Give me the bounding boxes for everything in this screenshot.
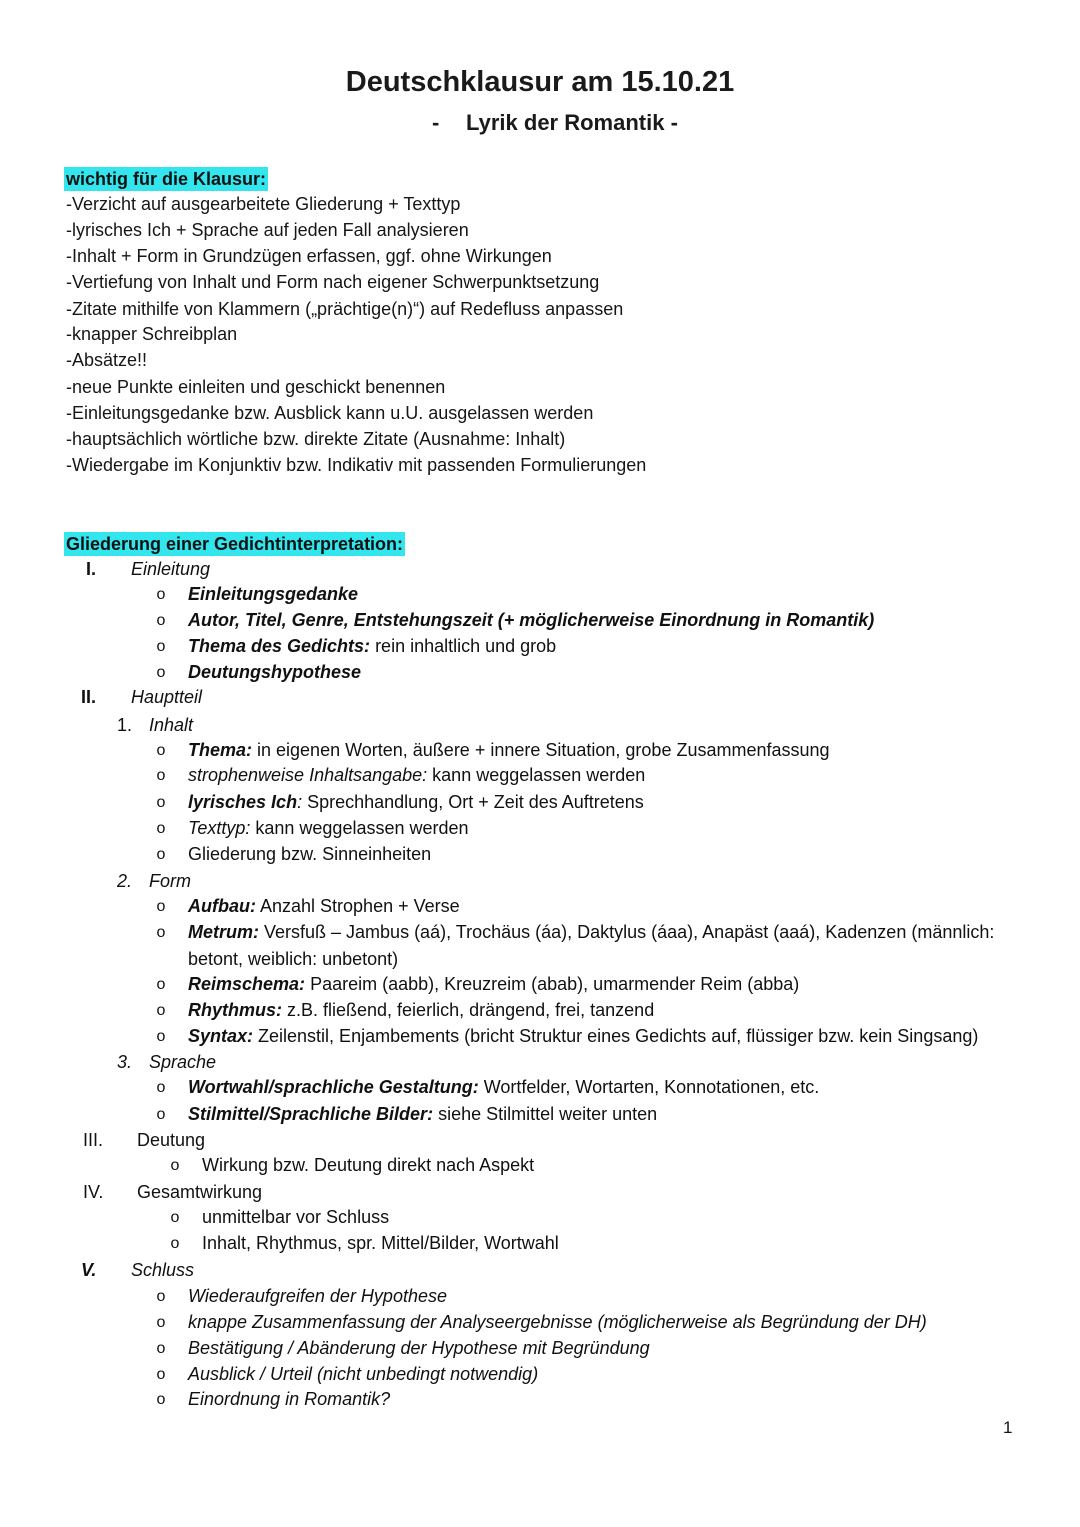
bullet-icon: o [156, 638, 166, 655]
section-number: IV. [83, 1182, 104, 1202]
subsection-label-form: Form [149, 871, 191, 891]
page-number: 1 [1003, 1418, 1013, 1437]
tips-heading: wichtig für die Klausur: [66, 169, 267, 189]
tip-item: -hauptsächlich wörtliche bzw. direkte Zitate (Ausnahme: Inhalt) [66, 429, 566, 449]
list-item: Bestätigung / Abänderung der Hypothese mit Begründung [188, 1338, 650, 1358]
subsection-label-inhalt: Inhalt [149, 715, 194, 735]
page-subtitle [432, 110, 678, 136]
list-item: Metrum: Versfuß – Jambus (aá), Trochäus (áa), Daktylus (áaa), Anapäst (aaá), Kadenzen (männlich: [188, 922, 995, 942]
bullet-icon: o [156, 586, 166, 603]
list-item: Ausblick / Urteil (nicht unbedingt notwendig) [188, 1364, 539, 1384]
list-item: Autor, Titel, Genre, Entstehungszeit (+ möglicherweise Einordnung in Romantik) [188, 610, 875, 630]
list-item: Stilmittel/Sprachliche Bilder: siehe Stilmittel weiter unten [188, 1104, 658, 1124]
list-item: Reimschema: Paareim (aabb), Kreuzreim (abab), umarmender Reim (abba) [188, 974, 800, 994]
section-number: III. [83, 1130, 104, 1150]
subtitle-text: Lyrik der Romantik - [466, 110, 678, 135]
list-item: Rhythmus: z.B. fließend, feierlich, drängend, frei, tanzend [188, 1000, 655, 1020]
list-item: Einordnung in Romantik? [188, 1389, 391, 1409]
list-item: Gliederung bzw. Sinneinheiten [188, 844, 432, 864]
bullet-icon: o [156, 1391, 166, 1408]
bullet-icon: o [156, 898, 166, 915]
list-item: knappe Zusammenfassung der Analyseergebnisse (möglicherweise als Begründung der DH) [188, 1312, 927, 1332]
list-item: Thema: in eigenen Worten, äußere + innere Situation, grobe Zusammenfassung [188, 740, 830, 760]
subsection-label-sprache: Sprache [149, 1052, 217, 1072]
section-label-deutung: Deutung [137, 1130, 206, 1150]
bullet-icon: o [170, 1209, 180, 1226]
list-item: unmittelbar vor Schluss [202, 1207, 390, 1227]
bullet-icon: o [156, 1314, 166, 1331]
subsection-number: 3. [117, 1052, 133, 1072]
tip-item: -Vertiefung von Inhalt und Form nach eigener Schwerpunktsetzung [66, 272, 600, 292]
bullet-icon: o [156, 664, 166, 681]
bullet-icon: o [156, 976, 166, 993]
section-number: II. [81, 687, 97, 707]
list-item: Wiederaufgreifen der Hypothese [188, 1286, 447, 1306]
bullet-icon: o [156, 1288, 166, 1305]
list-item-continuation: betont, weiblich: unbetont) [188, 949, 399, 969]
page-title: Deutschklausur am 15.10.21 [345, 66, 735, 98]
tip-item: -Einleitungsgedanke bzw. Ausblick kann u.U. ausgelassen werden [66, 403, 594, 423]
bullet-icon: o [156, 767, 166, 784]
tip-item: -Zitate mithilfe von Klammern („prächtige(n)“) auf Redefluss anpassen [66, 299, 624, 319]
list-item: Einleitungsgedanke [188, 584, 359, 604]
bullet-icon: o [156, 1079, 166, 1096]
list-item: Wortwahl/sprachliche Gestaltung: Wortfelder, Wortarten, Konnotationen, etc. [188, 1077, 820, 1097]
section-label-schluss: Schluss [131, 1260, 195, 1280]
subsection-number: 2. [117, 871, 133, 891]
tip-item: -Wiedergabe im Konjunktiv bzw. Indikativ mit passenden Formulierungen [66, 455, 647, 475]
tip-item: -Absätze!! [66, 350, 148, 370]
tip-item: -neue Punkte einleiten und geschickt benennen [66, 377, 446, 397]
bullet-icon: o [156, 924, 166, 941]
bullet-icon: o [156, 742, 166, 759]
section-label-hauptteil: Hauptteil [131, 687, 203, 707]
tip-item: -Inhalt + Form in Grundzügen erfassen, ggf. ohne Wirkungen [66, 246, 552, 266]
list-item: Inhalt, Rhythmus, spr. Mittel/Bilder, Wortwahl [202, 1233, 559, 1253]
bullet-icon: o [156, 612, 166, 629]
section-number: I. [86, 559, 97, 579]
bullet-icon: o [156, 1366, 166, 1383]
list-item: lyrisches Ich: Sprechhandlung, Ort + Zeit des Auftretens [188, 792, 644, 812]
section-label-einleitung: Einleitung [131, 559, 211, 579]
bullet-icon: o [170, 1235, 180, 1252]
bullet-icon: o [170, 1157, 180, 1174]
subtitle-dash: - [432, 110, 440, 135]
bullet-icon: o [156, 846, 166, 863]
list-item: strophenweise Inhaltsangabe: kann weggelassen werden [188, 765, 646, 785]
section-number: V. [81, 1260, 97, 1280]
section-label-gesamtwirkung: Gesamtwirkung [137, 1182, 263, 1202]
list-item: Wirkung bzw. Deutung direkt nach Aspekt [202, 1155, 535, 1175]
list-item: Texttyp: kann weggelassen werden [188, 818, 469, 838]
subsection-number: 1. [117, 715, 133, 735]
outline-heading: Gliederung einer Gedichtinterpretation: [66, 534, 404, 554]
bullet-icon: o [156, 820, 166, 837]
list-item: Syntax: Zeilenstil, Enjambements (bricht Struktur eines Gedichts auf, flüssiger bzw. kein Singsang) [188, 1026, 979, 1046]
bullet-icon: o [156, 1340, 166, 1357]
list-item: Deutungshypothese [188, 662, 362, 682]
list-item: Aufbau: Anzahl Strophen + Verse [188, 896, 460, 916]
tip-item: -knapper Schreibplan [66, 324, 238, 344]
bullet-icon: o [156, 1002, 166, 1019]
tip-item: -Verzicht auf ausgearbeitete Gliederung + Texttyp [66, 194, 461, 214]
bullet-icon: o [156, 1106, 166, 1123]
list-item: Thema des Gedichts: rein inhaltlich und grob [188, 636, 557, 656]
bullet-icon: o [156, 1028, 166, 1045]
bullet-icon: o [156, 794, 166, 811]
tip-item: -lyrisches Ich + Sprache auf jeden Fall analysieren [66, 220, 469, 240]
